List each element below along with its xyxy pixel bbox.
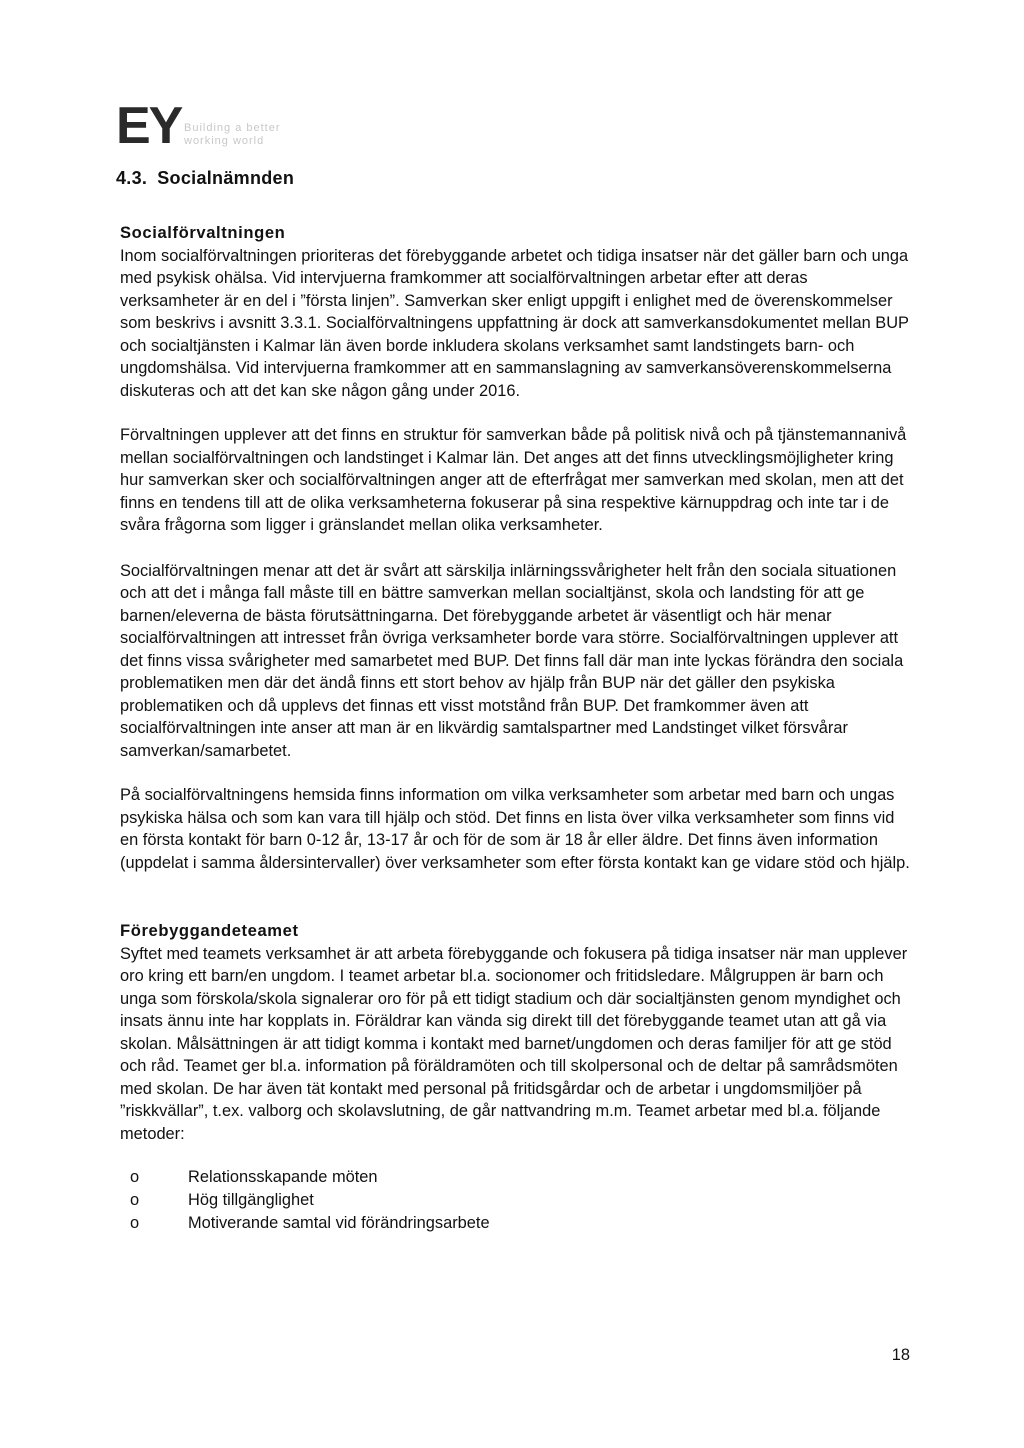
- section-number: 4.3.: [116, 168, 148, 188]
- section-title-text: Socialnämnden: [157, 168, 295, 188]
- methods-list: [120, 1166, 910, 1235]
- bullet-icon: o: [130, 1168, 140, 1186]
- list-item-text: Motiverande samtal vid förändringsarbete: [188, 1214, 490, 1232]
- list-item: [120, 1212, 910, 1235]
- paragraph: Socialförvaltningen menar att det är svårt att särskilja inlärningssvårigheter helt från den sociala situationen och att det i många fall måste till en bättre samverkan mellan socialtjänst, skola och landsting för att ge barnen/eleverna de bästa förutsättningarna. Det förebyggande arbetet är väsentligt och här menar socialförvaltningen att intresset från övriga verksamheter borde vara större. Socialförvaltningen upplever att det finns vissa svårigheter med samarbetet med BUP. Det finns fall där man inte lyckas förändra den sociala problematiken men där det ändå finns ett stort behov av hjälp från BUP när det gäller den psykiska problematiken och då upplevs det finnas ett visst motstånd från BUP. Det framkommer även att socialförvaltningen inte anser att man är en likvärdig samtalspartner med Landstinget vilket försvårar samverkan/samarbetet.: [120, 561, 904, 760]
- ey-logo-mark: EY: [116, 97, 182, 155]
- document-body: [120, 222, 910, 1235]
- section-title: [116, 168, 294, 189]
- paragraph: På socialförvaltningens hemsida finns information om vilka verksamheter som arbetar med barn och ungas psykiska hälsa och som kan vara till hjälp och stöd. Det finns en lista över vilka verksamheter som finns vid en första kontakt för barn 0-12 år, 13-17 år och för de som är 18 år eller äldre. Det finns även information (uppdelat i samma åldersintervaller) över verksamheter som efter första kontakt kan ge vidare stöd och hjälp.: [120, 786, 910, 872]
- bullet-icon: o: [130, 1214, 140, 1232]
- ey-logo-tagline: Building a better working world: [184, 122, 281, 147]
- paragraph: Förvaltningen upplever att det finns en struktur för samverkan både på politisk nivå och på tjänstemannanivå mellan socialförvaltningen och landstinget i Kalmar län. Det anges att det finns utvecklingsmöjligheter kring hur samverkan sker och socialförvaltningen anger att de efterfrågat mer samverkan med skolan, men att det finns en tendens till att de olika verksamheterna fokuserar på sina respektive kärnuppdrag och inte tar i de svåra frågorna som ligger i gränslandet mellan olika verksamheter.: [120, 426, 907, 534]
- list-item: [120, 1189, 910, 1212]
- list-item-text: Hög tillgänglighet: [188, 1191, 314, 1209]
- subheading-forebyggandeteamet: Förebyggandeteamet: [120, 921, 299, 940]
- list-item-text: Relationsskapande möten: [188, 1168, 378, 1186]
- bullet-icon: o: [130, 1191, 140, 1209]
- page-number: 18: [891, 1346, 910, 1364]
- paragraph: Inom socialförvaltningen prioriteras det förebyggande arbetet och tidiga insatser när det gäller barn och unga med psykisk ohälsa. Vid intervjuerna framkommer att socialförvaltningen arbetar efter att deras verksamheter är en del i ”första linjen”. Samverkan sker enligt uppgift i enlighet med de överenskommelser som beskrivs i avsnitt 3.3.1. Socialförvaltningens uppfattning är dock att samverkansdokumentet mellan BUP och socialtjänsten i Kalmar län även borde inkludera skolans verksamhet samt landstingets barn- och ungdomshälsa. Vid intervjuerna framkommer att en sammanslagning av samverkansöverenskommelserna diskuteras och att det kan ske någon gång under 2016.: [120, 246, 909, 400]
- list-item: [120, 1166, 910, 1189]
- paragraph: Syftet med teamets verksamhet är att arbeta förebyggande och fokusera på tidiga insatser när man upplever oro kring ett barn/en ungdom. I teamet arbetar bl.a. socionomer och fritidsledare. Målgruppen är barn och unga som förskola/skola signalerar oro för på ett tidigt stadium och där socialtjänsten genom myndighet och insats ännu inte har kopplats in. Föräldrar kan vända sig direkt till det förebyggande teamet utan att gå via skolan. Målsättningen är att tidigt komma i kontakt med barnet/ungdomen och deras familjer för att ge stöd och råd. Teamet ger bl.a. information på föräldramöten och till skolpersonal och de deltar på samrådsmöten med skolan. De har även tät kontakt med personal på fritidsgårdar och de arbetar i ungdomsmiljöer på ”riskkvällar”, t.ex. valborg och skolavslutning, de går nattvandring m.m. Teamet arbetar med bl.a. följande metoder:: [120, 944, 908, 1143]
- subheading-socialforvaltningen: Socialförvaltningen: [120, 223, 286, 242]
- ey-logo: [116, 97, 306, 156]
